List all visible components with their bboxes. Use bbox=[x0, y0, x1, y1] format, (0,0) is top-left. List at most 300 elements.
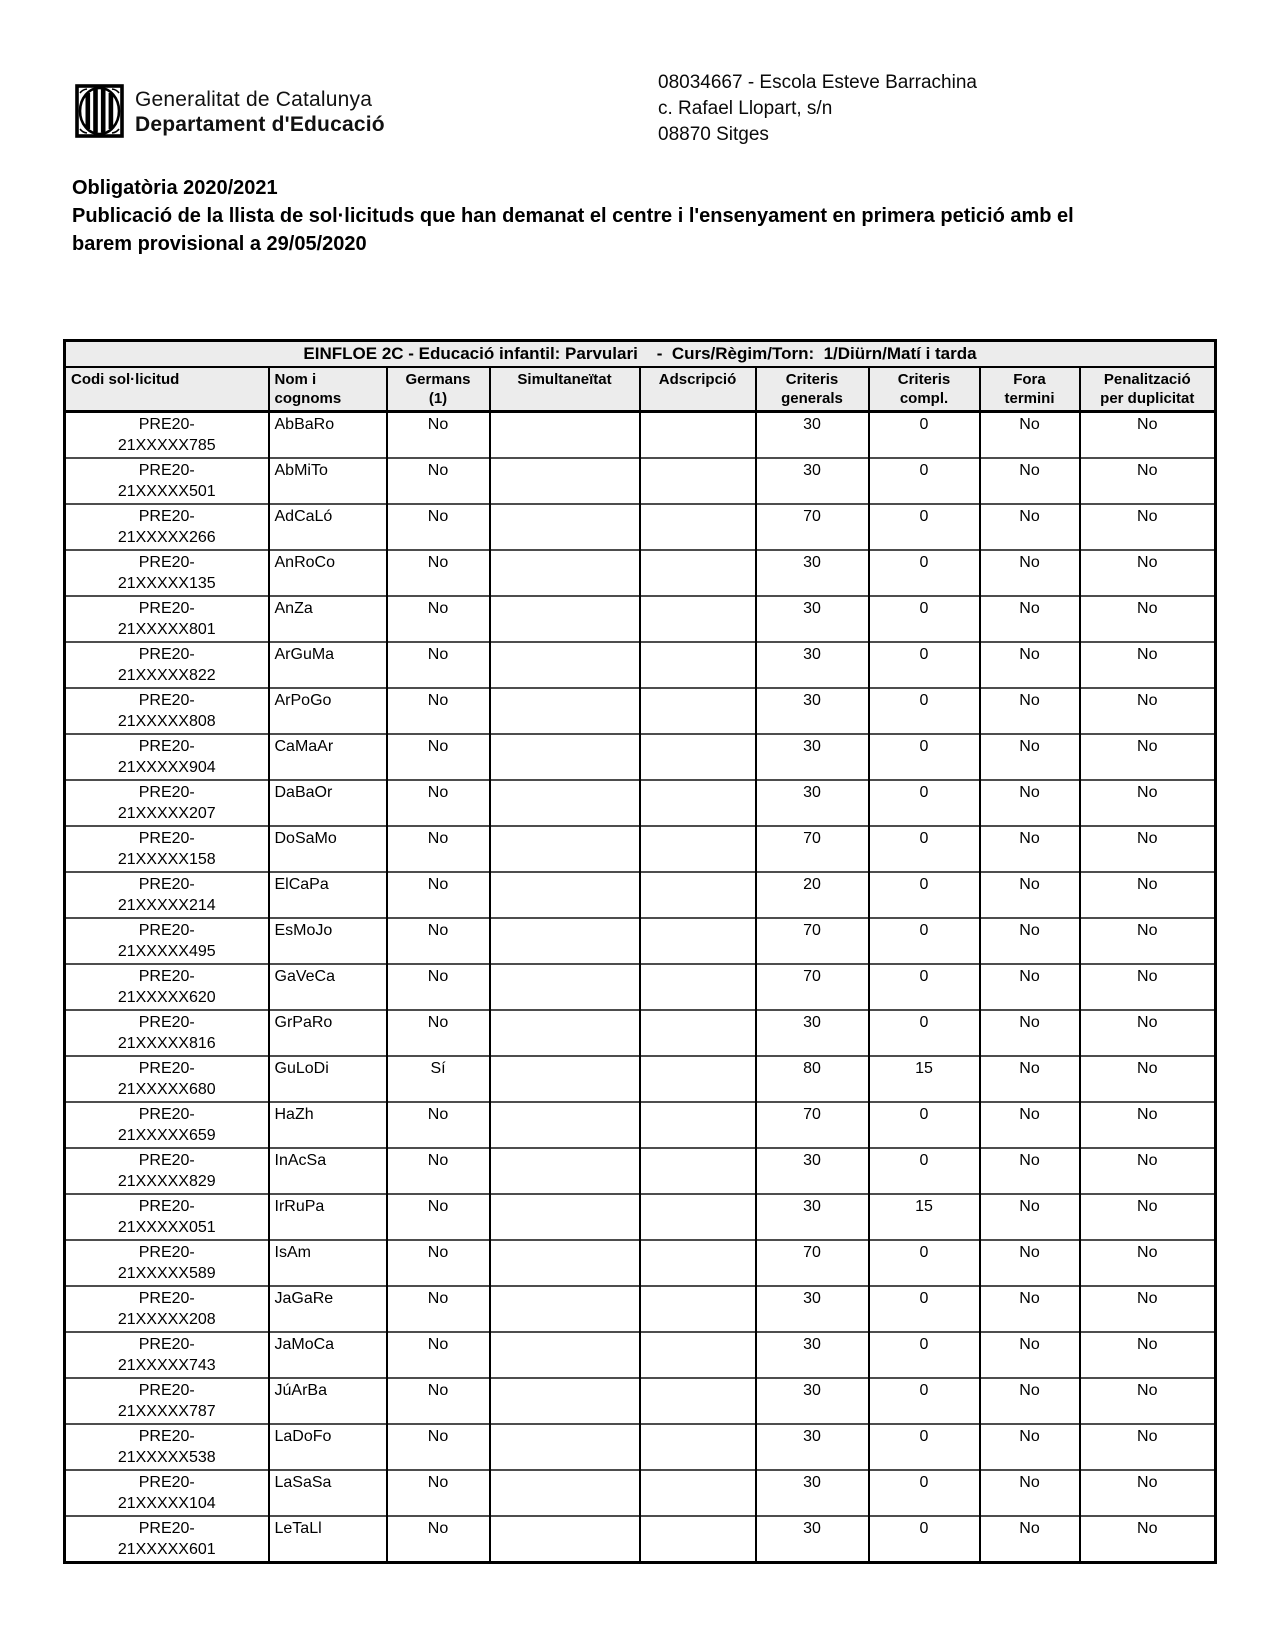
codi-prefix: PRE20- bbox=[138, 830, 195, 847]
cell-adscripcio bbox=[640, 1148, 756, 1194]
codi-number: 21XXXXX589 bbox=[117, 1265, 216, 1282]
cell-criteris-generals: 70 bbox=[756, 918, 869, 964]
cell-nom: IsAm bbox=[269, 1240, 387, 1286]
cell-codi bbox=[65, 1056, 269, 1102]
school-street: c. Rafael Llopart, s/n bbox=[658, 98, 833, 119]
cell-adscripcio bbox=[640, 964, 756, 1010]
table-row bbox=[65, 642, 1216, 688]
cell-simultaneitat bbox=[490, 918, 640, 964]
cell-adscripcio bbox=[640, 1102, 756, 1148]
cell-adscripcio bbox=[640, 826, 756, 872]
cell-codi bbox=[65, 1010, 269, 1056]
cell-fora-termini: No bbox=[980, 458, 1080, 504]
cell-codi bbox=[65, 1378, 269, 1424]
table-row bbox=[65, 1194, 1216, 1240]
table-row bbox=[65, 1010, 1216, 1056]
cell-criteris-compl: 0 bbox=[869, 780, 980, 826]
cell-nom: GuLoDi bbox=[269, 1056, 387, 1102]
cell-germans: No bbox=[387, 964, 490, 1010]
col-header-fora-termini: Fora termini bbox=[980, 367, 1080, 412]
cell-criteris-compl: 0 bbox=[869, 1286, 980, 1332]
cell-germans: No bbox=[387, 734, 490, 780]
cell-criteris-compl: 0 bbox=[869, 964, 980, 1010]
codi-number: 21XXXXX158 bbox=[117, 851, 216, 868]
cell-nom: DoSaMo bbox=[269, 826, 387, 872]
cell-penalitzacio: No bbox=[1080, 1286, 1216, 1332]
cell-criteris-compl: 0 bbox=[869, 1470, 980, 1516]
cell-codi bbox=[65, 1148, 269, 1194]
cell-criteris-compl: 15 bbox=[869, 1056, 980, 1102]
cell-nom: GaVeCa bbox=[269, 964, 387, 1010]
table-row bbox=[65, 688, 1216, 734]
cell-nom: CaMaAr bbox=[269, 734, 387, 780]
cell-penalitzacio: No bbox=[1080, 550, 1216, 596]
codi-prefix: PRE20- bbox=[138, 646, 195, 663]
cell-criteris-generals: 30 bbox=[756, 412, 869, 459]
cell-nom: LaDoFo bbox=[269, 1424, 387, 1470]
cell-simultaneitat bbox=[490, 872, 640, 918]
codi-prefix: PRE20- bbox=[138, 554, 195, 571]
table-row bbox=[65, 1516, 1216, 1563]
col-header-penalitzacio: Penalització per duplicitat bbox=[1080, 367, 1216, 412]
document-title-line2: Publicació de la llista de sol·licituds que han demanat el centre i l'ensenyament en primera petició amb el barem provisional a 29/05/2020 bbox=[72, 205, 1074, 255]
cell-criteris-generals: 70 bbox=[756, 1240, 869, 1286]
cell-criteris-compl: 0 bbox=[869, 550, 980, 596]
cell-germans: No bbox=[387, 688, 490, 734]
cell-germans: No bbox=[387, 504, 490, 550]
cell-criteris-generals: 70 bbox=[756, 826, 869, 872]
cell-penalitzacio: No bbox=[1080, 1424, 1216, 1470]
cell-fora-termini: No bbox=[980, 1148, 1080, 1194]
table-row bbox=[65, 550, 1216, 596]
cell-fora-termini: No bbox=[980, 1332, 1080, 1378]
col-header-adscripcio: Adscripció bbox=[640, 367, 756, 412]
codi-number: 21XXXXX214 bbox=[117, 897, 216, 914]
codi-prefix: PRE20- bbox=[138, 1014, 195, 1031]
table-row bbox=[65, 412, 1216, 459]
cell-criteris-generals: 70 bbox=[756, 964, 869, 1010]
cell-simultaneitat bbox=[490, 1194, 640, 1240]
codi-number: 21XXXXX266 bbox=[117, 529, 216, 546]
cell-criteris-compl: 0 bbox=[869, 1378, 980, 1424]
cell-criteris-generals: 70 bbox=[756, 504, 869, 550]
table-row bbox=[65, 1056, 1216, 1102]
cell-nom: ArGuMa bbox=[269, 642, 387, 688]
cell-penalitzacio: No bbox=[1080, 458, 1216, 504]
cell-germans: No bbox=[387, 1516, 490, 1563]
codi-number: 21XXXXX787 bbox=[117, 1403, 216, 1420]
codi-number: 21XXXXX208 bbox=[117, 1311, 216, 1328]
org-name-line1: Generalitat de Catalunya bbox=[135, 88, 373, 111]
cell-codi bbox=[65, 1102, 269, 1148]
cell-nom: AnZa bbox=[269, 596, 387, 642]
cell-nom: EsMoJo bbox=[269, 918, 387, 964]
cell-codi bbox=[65, 504, 269, 550]
cell-germans: No bbox=[387, 918, 490, 964]
cell-criteris-compl: 0 bbox=[869, 504, 980, 550]
codi-prefix: PRE20- bbox=[138, 1152, 195, 1169]
cell-criteris-generals: 30 bbox=[756, 780, 869, 826]
codi-prefix: PRE20- bbox=[138, 508, 195, 525]
codi-prefix: PRE20- bbox=[138, 692, 195, 709]
cell-fora-termini: No bbox=[980, 1010, 1080, 1056]
cell-adscripcio bbox=[640, 1516, 756, 1563]
cell-germans: No bbox=[387, 596, 490, 642]
cell-nom: GrPaRo bbox=[269, 1010, 387, 1056]
cell-criteris-compl: 0 bbox=[869, 1010, 980, 1056]
school-address bbox=[658, 70, 977, 148]
cell-codi bbox=[65, 1470, 269, 1516]
cell-germans: No bbox=[387, 1378, 490, 1424]
cell-fora-termini: No bbox=[980, 1286, 1080, 1332]
table-row bbox=[65, 1424, 1216, 1470]
codi-number: 21XXXXX829 bbox=[117, 1173, 216, 1190]
cell-adscripcio bbox=[640, 780, 756, 826]
cell-criteris-generals: 30 bbox=[756, 1516, 869, 1563]
cell-simultaneitat bbox=[490, 1286, 640, 1332]
cell-penalitzacio: No bbox=[1080, 918, 1216, 964]
cell-simultaneitat bbox=[490, 1240, 640, 1286]
table-row bbox=[65, 1240, 1216, 1286]
codi-number: 21XXXXX538 bbox=[117, 1449, 216, 1466]
cell-fora-termini: No bbox=[980, 688, 1080, 734]
cell-fora-termini: No bbox=[980, 642, 1080, 688]
cell-simultaneitat bbox=[490, 1378, 640, 1424]
cell-codi bbox=[65, 734, 269, 780]
codi-prefix: PRE20- bbox=[138, 1520, 195, 1537]
cell-germans: No bbox=[387, 826, 490, 872]
cell-simultaneitat bbox=[490, 734, 640, 780]
table-row bbox=[65, 1102, 1216, 1148]
cell-simultaneitat bbox=[490, 642, 640, 688]
table-row bbox=[65, 1148, 1216, 1194]
cell-penalitzacio: No bbox=[1080, 1332, 1216, 1378]
cell-germans: No bbox=[387, 1240, 490, 1286]
applications-table bbox=[63, 339, 1217, 1564]
table-row bbox=[65, 1470, 1216, 1516]
cell-adscripcio bbox=[640, 1056, 756, 1102]
cell-penalitzacio: No bbox=[1080, 964, 1216, 1010]
cell-simultaneitat bbox=[490, 1010, 640, 1056]
cell-germans: No bbox=[387, 1332, 490, 1378]
cell-fora-termini: No bbox=[980, 826, 1080, 872]
cell-adscripcio bbox=[640, 872, 756, 918]
cell-criteris-compl: 0 bbox=[869, 458, 980, 504]
cell-criteris-generals: 30 bbox=[756, 688, 869, 734]
cell-germans: No bbox=[387, 1010, 490, 1056]
cell-criteris-compl: 0 bbox=[869, 1102, 980, 1148]
cell-nom: AbMiTo bbox=[269, 458, 387, 504]
document-title-line1: Obligatòria 2020/2021 bbox=[72, 177, 278, 199]
cell-simultaneitat bbox=[490, 458, 640, 504]
cell-penalitzacio: No bbox=[1080, 734, 1216, 780]
codi-prefix: PRE20- bbox=[138, 416, 195, 433]
cell-nom: LaSaSa bbox=[269, 1470, 387, 1516]
codi-prefix: PRE20- bbox=[138, 968, 195, 985]
generalitat-logo-icon bbox=[75, 84, 124, 138]
table-row bbox=[65, 964, 1216, 1010]
cell-criteris-generals: 30 bbox=[756, 550, 869, 596]
codi-prefix: PRE20- bbox=[138, 1106, 195, 1123]
org-name-line2: Departament d'Educació bbox=[135, 113, 385, 136]
codi-number: 21XXXXX659 bbox=[117, 1127, 216, 1144]
cell-codi bbox=[65, 688, 269, 734]
table-row bbox=[65, 872, 1216, 918]
cell-simultaneitat bbox=[490, 1424, 640, 1470]
cell-germans: No bbox=[387, 642, 490, 688]
cell-adscripcio bbox=[640, 504, 756, 550]
cell-nom: AnRoCo bbox=[269, 550, 387, 596]
codi-prefix: PRE20- bbox=[138, 1382, 195, 1399]
document-title bbox=[72, 174, 1132, 258]
cell-fora-termini: No bbox=[980, 596, 1080, 642]
codi-prefix: PRE20- bbox=[138, 1428, 195, 1445]
cell-criteris-generals: 70 bbox=[756, 1102, 869, 1148]
cell-codi bbox=[65, 596, 269, 642]
cell-penalitzacio: No bbox=[1080, 826, 1216, 872]
codi-prefix: PRE20- bbox=[138, 1244, 195, 1261]
codi-number: 21XXXXX816 bbox=[117, 1035, 216, 1052]
cell-fora-termini: No bbox=[980, 918, 1080, 964]
cell-simultaneitat bbox=[490, 550, 640, 596]
cell-simultaneitat bbox=[490, 412, 640, 459]
cell-simultaneitat bbox=[490, 964, 640, 1010]
cell-germans: No bbox=[387, 1286, 490, 1332]
cell-codi bbox=[65, 1240, 269, 1286]
cell-nom: JaGaRe bbox=[269, 1286, 387, 1332]
cell-adscripcio bbox=[640, 596, 756, 642]
codi-number: 21XXXXX904 bbox=[117, 759, 216, 776]
codi-number: 21XXXXX808 bbox=[117, 713, 216, 730]
codi-number: 21XXXXX680 bbox=[117, 1081, 216, 1098]
cell-germans: No bbox=[387, 872, 490, 918]
cell-germans: No bbox=[387, 412, 490, 459]
cell-adscripcio bbox=[640, 1240, 756, 1286]
cell-codi bbox=[65, 918, 269, 964]
codi-number: 21XXXXX135 bbox=[117, 575, 216, 592]
codi-prefix: PRE20- bbox=[138, 1290, 195, 1307]
cell-adscripcio bbox=[640, 1470, 756, 1516]
cell-penalitzacio: No bbox=[1080, 1148, 1216, 1194]
cell-codi bbox=[65, 1194, 269, 1240]
cell-penalitzacio: No bbox=[1080, 872, 1216, 918]
cell-simultaneitat bbox=[490, 1102, 640, 1148]
cell-germans: No bbox=[387, 458, 490, 504]
cell-nom: DaBaOr bbox=[269, 780, 387, 826]
cell-criteris-compl: 0 bbox=[869, 826, 980, 872]
codi-prefix: PRE20- bbox=[138, 1060, 195, 1077]
cell-adscripcio bbox=[640, 1424, 756, 1470]
cell-fora-termini: No bbox=[980, 1424, 1080, 1470]
cell-codi bbox=[65, 412, 269, 459]
cell-nom: HaZh bbox=[269, 1102, 387, 1148]
cell-fora-termini: No bbox=[980, 872, 1080, 918]
codi-prefix: PRE20- bbox=[138, 462, 195, 479]
col-header-criteris-compl: Criteris compl. bbox=[869, 367, 980, 412]
codi-number: 21XXXXX495 bbox=[117, 943, 216, 960]
cell-adscripcio bbox=[640, 1194, 756, 1240]
cell-criteris-generals: 30 bbox=[756, 1424, 869, 1470]
codi-number: 21XXXXX822 bbox=[117, 667, 216, 684]
cell-codi bbox=[65, 1516, 269, 1563]
cell-criteris-generals: 30 bbox=[756, 1286, 869, 1332]
cell-criteris-compl: 0 bbox=[869, 1332, 980, 1378]
codi-number: 21XXXXX620 bbox=[117, 989, 216, 1006]
cell-simultaneitat bbox=[490, 1148, 640, 1194]
cell-nom: InAcSa bbox=[269, 1148, 387, 1194]
cell-criteris-generals: 30 bbox=[756, 1470, 869, 1516]
cell-criteris-generals: 30 bbox=[756, 1378, 869, 1424]
cell-criteris-generals: 30 bbox=[756, 642, 869, 688]
cell-adscripcio bbox=[640, 412, 756, 459]
cell-simultaneitat bbox=[490, 1516, 640, 1563]
cell-penalitzacio: No bbox=[1080, 1102, 1216, 1148]
table-row bbox=[65, 918, 1216, 964]
cell-adscripcio bbox=[640, 458, 756, 504]
col-header-germans: Germans (1) bbox=[387, 367, 490, 412]
cell-codi bbox=[65, 458, 269, 504]
cell-fora-termini: No bbox=[980, 780, 1080, 826]
cell-adscripcio bbox=[640, 918, 756, 964]
cell-germans: No bbox=[387, 780, 490, 826]
org-name bbox=[135, 84, 385, 137]
cell-simultaneitat bbox=[490, 1470, 640, 1516]
codi-number: 21XXXXX801 bbox=[117, 621, 216, 638]
codi-prefix: PRE20- bbox=[138, 600, 195, 617]
cell-codi bbox=[65, 780, 269, 826]
cell-adscripcio bbox=[640, 1378, 756, 1424]
cell-fora-termini: No bbox=[980, 1056, 1080, 1102]
cell-germans: No bbox=[387, 1194, 490, 1240]
cell-adscripcio bbox=[640, 688, 756, 734]
cell-codi bbox=[65, 1286, 269, 1332]
cell-codi bbox=[65, 826, 269, 872]
codi-number: 21XXXXX501 bbox=[117, 483, 216, 500]
cell-nom: AbBaRo bbox=[269, 412, 387, 459]
cell-simultaneitat bbox=[490, 780, 640, 826]
col-header-codi: Codi sol·licitud bbox=[65, 367, 269, 412]
table-row bbox=[65, 826, 1216, 872]
col-header-nom: Nom i cognoms bbox=[269, 367, 387, 412]
cell-germans: No bbox=[387, 1102, 490, 1148]
table-caption-row bbox=[65, 341, 1216, 368]
cell-penalitzacio: No bbox=[1080, 780, 1216, 826]
table-row bbox=[65, 458, 1216, 504]
org-header bbox=[75, 84, 385, 138]
school-city: 08870 Sitges bbox=[658, 124, 769, 145]
col-header-criteris-generals: Criteris generals bbox=[756, 367, 869, 412]
codi-prefix: PRE20- bbox=[138, 1336, 195, 1353]
cell-criteris-compl: 0 bbox=[869, 688, 980, 734]
cell-criteris-generals: 30 bbox=[756, 734, 869, 780]
cell-adscripcio bbox=[640, 734, 756, 780]
cell-penalitzacio: No bbox=[1080, 1516, 1216, 1563]
cell-simultaneitat bbox=[490, 826, 640, 872]
cell-simultaneitat bbox=[490, 596, 640, 642]
codi-prefix: PRE20- bbox=[138, 1198, 195, 1215]
cell-penalitzacio: No bbox=[1080, 1010, 1216, 1056]
table-row bbox=[65, 1378, 1216, 1424]
table-row bbox=[65, 1332, 1216, 1378]
cell-fora-termini: No bbox=[980, 1102, 1080, 1148]
cell-criteris-generals: 30 bbox=[756, 1148, 869, 1194]
cell-codi bbox=[65, 964, 269, 1010]
cell-penalitzacio: No bbox=[1080, 1378, 1216, 1424]
cell-penalitzacio: No bbox=[1080, 504, 1216, 550]
cell-penalitzacio: No bbox=[1080, 688, 1216, 734]
cell-criteris-compl: 0 bbox=[869, 1240, 980, 1286]
cell-germans: No bbox=[387, 550, 490, 596]
cell-penalitzacio: No bbox=[1080, 642, 1216, 688]
cell-criteris-compl: 0 bbox=[869, 1148, 980, 1194]
cell-adscripcio bbox=[640, 1286, 756, 1332]
cell-germans: No bbox=[387, 1470, 490, 1516]
cell-nom: ArPoGo bbox=[269, 688, 387, 734]
cell-nom: AdCaLó bbox=[269, 504, 387, 550]
cell-criteris-compl: 0 bbox=[869, 734, 980, 780]
cell-fora-termini: No bbox=[980, 550, 1080, 596]
cell-adscripcio bbox=[640, 1010, 756, 1056]
codi-prefix: PRE20- bbox=[138, 738, 195, 755]
cell-fora-termini: No bbox=[980, 412, 1080, 459]
cell-codi bbox=[65, 1424, 269, 1470]
codi-number: 21XXXXX207 bbox=[117, 805, 216, 822]
cell-criteris-generals: 30 bbox=[756, 458, 869, 504]
table-row bbox=[65, 596, 1216, 642]
cell-fora-termini: No bbox=[980, 504, 1080, 550]
cell-simultaneitat bbox=[490, 504, 640, 550]
cell-fora-termini: No bbox=[980, 1378, 1080, 1424]
cell-adscripcio bbox=[640, 550, 756, 596]
cell-penalitzacio: No bbox=[1080, 1194, 1216, 1240]
cell-fora-termini: No bbox=[980, 1240, 1080, 1286]
table-row bbox=[65, 734, 1216, 780]
cell-penalitzacio: No bbox=[1080, 1470, 1216, 1516]
codi-prefix: PRE20- bbox=[138, 922, 195, 939]
cell-codi bbox=[65, 550, 269, 596]
table-header-row bbox=[65, 367, 1216, 412]
cell-criteris-generals: 30 bbox=[756, 596, 869, 642]
cell-criteris-compl: 15 bbox=[869, 1194, 980, 1240]
cell-nom: ElCaPa bbox=[269, 872, 387, 918]
codi-number: 21XXXXX785 bbox=[117, 437, 216, 454]
cell-criteris-compl: 0 bbox=[869, 1516, 980, 1563]
codi-prefix: PRE20- bbox=[138, 876, 195, 893]
cell-codi bbox=[65, 642, 269, 688]
table-row bbox=[65, 504, 1216, 550]
cell-nom: IrRuPa bbox=[269, 1194, 387, 1240]
codi-prefix: PRE20- bbox=[138, 1474, 195, 1491]
school-code-name: 08034667 - Escola Esteve Barrachina bbox=[658, 72, 977, 93]
cell-penalitzacio: No bbox=[1080, 1056, 1216, 1102]
cell-criteris-compl: 0 bbox=[869, 412, 980, 459]
col-header-simultaneitat: Simultaneïtat bbox=[490, 367, 640, 412]
cell-fora-termini: No bbox=[980, 1470, 1080, 1516]
cell-germans: Sí bbox=[387, 1056, 490, 1102]
cell-adscripcio bbox=[640, 642, 756, 688]
cell-fora-termini: No bbox=[980, 1194, 1080, 1240]
codi-number: 21XXXXX743 bbox=[117, 1357, 216, 1374]
cell-simultaneitat bbox=[490, 688, 640, 734]
cell-nom: LeTaLl bbox=[269, 1516, 387, 1563]
cell-criteris-compl: 0 bbox=[869, 596, 980, 642]
codi-number: 21XXXXX601 bbox=[117, 1541, 216, 1558]
cell-fora-termini: No bbox=[980, 964, 1080, 1010]
cell-adscripcio bbox=[640, 1332, 756, 1378]
cell-codi bbox=[65, 872, 269, 918]
cell-criteris-generals: 30 bbox=[756, 1010, 869, 1056]
cell-criteris-generals: 30 bbox=[756, 1194, 869, 1240]
